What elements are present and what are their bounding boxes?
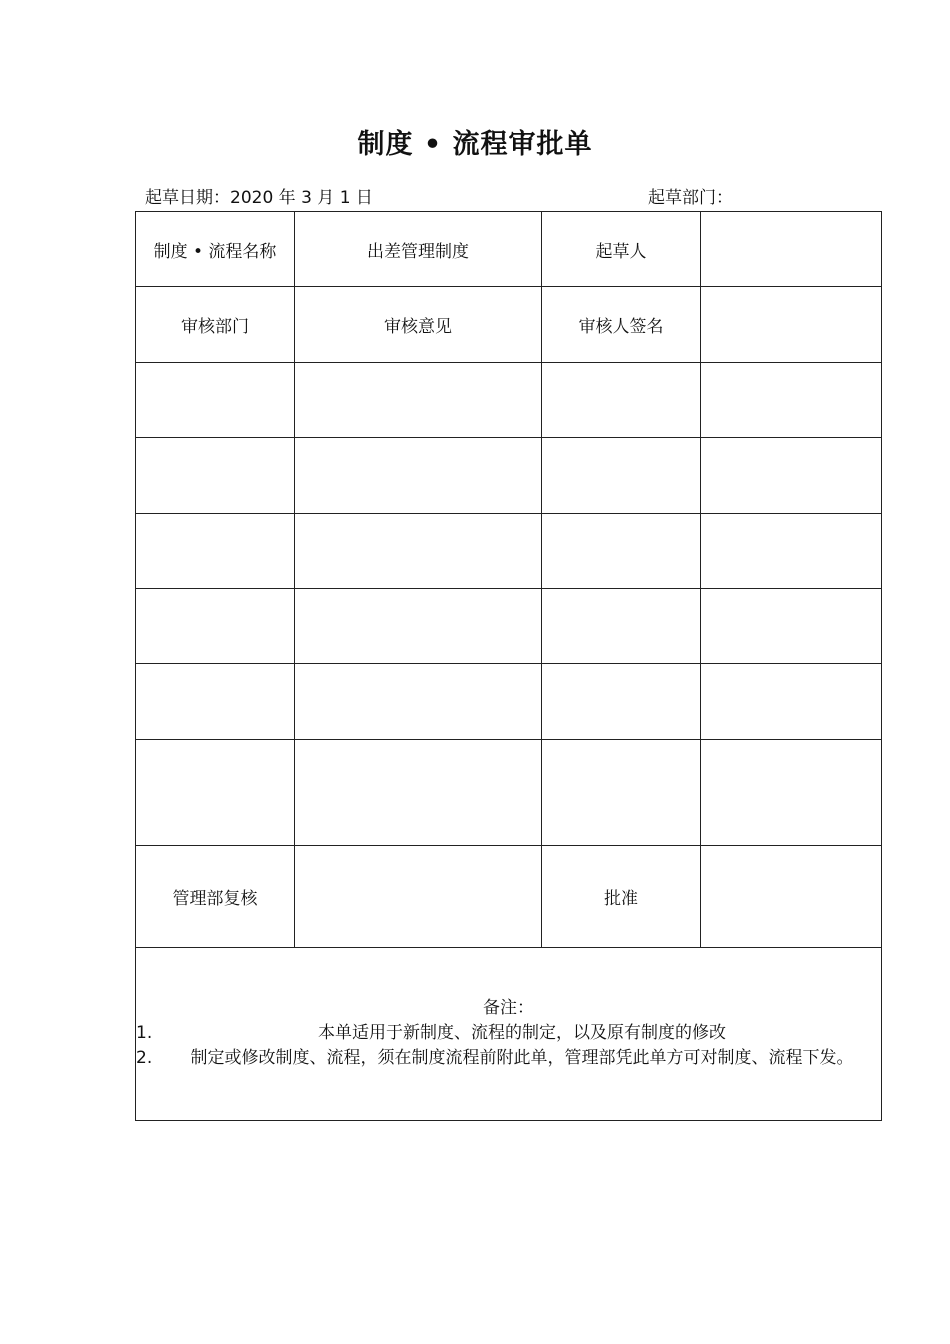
note-text: 制定或修改制度、流程，须在制度流程前附此单，管理部凭此单方可对制度、流程下发。: [190, 1048, 854, 1069]
draft-date: 起草日期：2020 年 3 月 1 日: [145, 188, 373, 208]
notes-list: [136, 1021, 881, 1071]
review-department-cell[interactable]: [136, 513, 295, 588]
table-row: [136, 362, 882, 437]
review-opinion-header: 审核意见: [295, 287, 542, 362]
notes-label: 备注：: [483, 998, 534, 1019]
management-review-value[interactable]: [295, 845, 542, 947]
list-number: 1.: [136, 1023, 153, 1044]
review-opinion-cell[interactable]: [295, 588, 542, 663]
review-opinion-cell[interactable]: [295, 513, 542, 588]
drafter-label: 起草人: [542, 212, 701, 287]
table-row: [136, 845, 882, 947]
table-header-row: [136, 287, 882, 362]
reviewer-signature-cell[interactable]: [542, 438, 701, 513]
notes-row: [136, 947, 882, 1120]
reviewer-signature-cell[interactable]: [542, 739, 701, 845]
approval-value[interactable]: [701, 845, 882, 947]
reviewer-signature-cell[interactable]: [542, 513, 701, 588]
draft-department: 起草部门：: [648, 188, 733, 208]
blank-cell[interactable]: [701, 588, 882, 663]
blank-cell[interactable]: [701, 513, 882, 588]
list-item: [136, 1021, 881, 1046]
notes-cell: [136, 947, 882, 1120]
review-department-header: 审核部门: [136, 287, 295, 362]
drafter-value[interactable]: [701, 212, 882, 287]
table-row: [136, 588, 882, 663]
list-item: [136, 1046, 881, 1071]
review-department-cell[interactable]: [136, 588, 295, 663]
blank-cell[interactable]: [701, 362, 882, 437]
table-row: [136, 212, 882, 287]
review-opinion-cell[interactable]: [295, 362, 542, 437]
review-opinion-cell[interactable]: [295, 664, 542, 739]
approval-table: [135, 211, 882, 1121]
management-review-label: 管理部复核: [136, 845, 295, 947]
reviewer-signature-cell[interactable]: [542, 362, 701, 437]
review-opinion-cell[interactable]: [295, 739, 542, 845]
review-department-cell[interactable]: [136, 739, 295, 845]
note-text: 本单适用于新制度、流程的制定，以及原有制度的修改: [318, 1023, 726, 1044]
reviewer-signature-cell[interactable]: [542, 664, 701, 739]
policy-name-label: 制度 • 流程名称: [136, 212, 295, 287]
table-row: [136, 664, 882, 739]
reviewer-signature-cell[interactable]: [542, 588, 701, 663]
approval-label: 批准: [542, 845, 701, 947]
table-row: [136, 739, 882, 845]
review-department-cell[interactable]: [136, 664, 295, 739]
header-blank-cell: [701, 287, 882, 362]
review-department-cell[interactable]: [136, 438, 295, 513]
table-row: [136, 438, 882, 513]
form-title: 制度 • 流程审批单: [357, 129, 593, 160]
review-opinion-cell[interactable]: [295, 438, 542, 513]
blank-cell[interactable]: [701, 739, 882, 845]
reviewer-signature-header: 审核人签名: [542, 287, 701, 362]
policy-name-value[interactable]: 出差管理制度: [295, 212, 542, 287]
blank-cell[interactable]: [701, 438, 882, 513]
blank-cell[interactable]: [701, 664, 882, 739]
list-number: 2.: [136, 1048, 153, 1069]
review-department-cell[interactable]: [136, 362, 295, 437]
table-row: [136, 513, 882, 588]
